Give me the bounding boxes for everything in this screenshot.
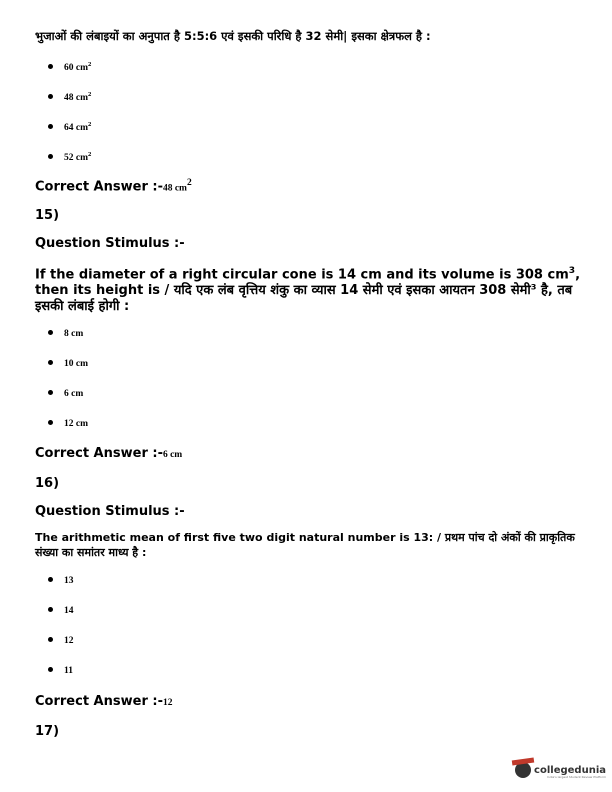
option-item	[48, 666, 73, 676]
option-item	[48, 389, 83, 399]
correct-answer-value: 12	[162, 698, 173, 708]
option-item	[48, 606, 74, 616]
bullet-icon	[48, 667, 53, 672]
option-value: 14	[64, 606, 74, 616]
option-value: 6 cm	[64, 389, 84, 399]
question-number: 15)	[35, 208, 60, 223]
bullet-icon	[48, 360, 53, 365]
correct-answer	[35, 178, 192, 194]
question-text	[35, 263, 590, 315]
question-text-sup: 3	[568, 266, 576, 276]
bullet-icon	[48, 577, 53, 582]
question-stimulus-label: Question Stimulus :-	[35, 236, 185, 251]
brand-name: collegedunia	[534, 764, 606, 776]
correct-answer	[35, 694, 172, 709]
bullet-icon	[48, 420, 53, 425]
correct-answer-label: Correct Answer :-	[35, 446, 163, 461]
option-value: 13	[64, 576, 74, 586]
question-text-part1: If the diameter of a right circular cone is 14 cm and its volume is 308 cm	[35, 267, 569, 283]
option-value: 11	[64, 666, 73, 676]
option-value: 12 cm	[64, 419, 89, 429]
option-item	[48, 576, 74, 586]
bullet-icon	[48, 390, 53, 395]
option-item	[48, 151, 91, 163]
option-sup: 2	[88, 121, 92, 128]
question-number: 16)	[35, 476, 60, 491]
question-text-part2: , then its height is / यदि एक लंब वृत्तिय शंकु का व्यास 14 सेमी एवं इसका आयतन 308 सेमी³ है, तब इसकी लंबाई होगी :	[35, 267, 581, 315]
question-number: 17)	[35, 724, 60, 739]
bullet-icon	[48, 637, 53, 642]
bullet-icon	[48, 330, 53, 335]
option-sup: 2	[88, 151, 92, 158]
option-value: 8 cm	[64, 329, 84, 339]
option-item	[48, 61, 91, 73]
option-sup: 2	[88, 61, 92, 68]
correct-answer-value: 48 cm	[162, 183, 187, 194]
option-value: 60 cm	[64, 63, 89, 74]
option-item	[48, 329, 83, 339]
option-value: 12	[64, 636, 74, 646]
option-value: 48 cm	[64, 93, 89, 104]
prev-question-text: भुजाओं की लंबाइयों का अनुपात है 5:5:6 एवं इसकी परिधि है 32 सेमी| इसका क्षेत्रफल है :	[35, 29, 431, 43]
bullet-icon	[48, 64, 53, 69]
bullet-icon	[48, 94, 53, 99]
option-value: 10 cm	[64, 359, 89, 369]
bullet-icon	[48, 124, 53, 129]
correct-answer-value: 6 cm	[162, 450, 183, 460]
option-item	[48, 121, 91, 133]
bullet-icon	[48, 154, 53, 159]
correct-answer-label: Correct Answer :-	[35, 179, 163, 195]
option-item	[48, 359, 88, 369]
option-item	[48, 419, 88, 429]
option-value: 64 cm	[64, 123, 89, 134]
question-text: The arithmetic mean of first five two digit natural number is 13: / प्रथम पांच दो अंकों की प्राकृतिक संख्या का समांतर माध्य है :	[35, 531, 575, 559]
option-sup: 2	[88, 91, 92, 98]
graduation-cap-icon	[515, 762, 531, 778]
correct-answer	[35, 446, 182, 461]
bullet-icon	[48, 607, 53, 612]
brand-logo	[515, 762, 606, 778]
option-item	[48, 636, 74, 646]
correct-answer-label: Correct Answer :-	[35, 694, 163, 709]
correct-answer-sup: 2	[186, 178, 192, 188]
brand-tagline: India's largest Student Review Platform	[546, 775, 606, 779]
question-stimulus-label: Question Stimulus :-	[35, 504, 185, 519]
option-value: 52 cm	[64, 153, 89, 164]
option-item	[48, 91, 91, 103]
